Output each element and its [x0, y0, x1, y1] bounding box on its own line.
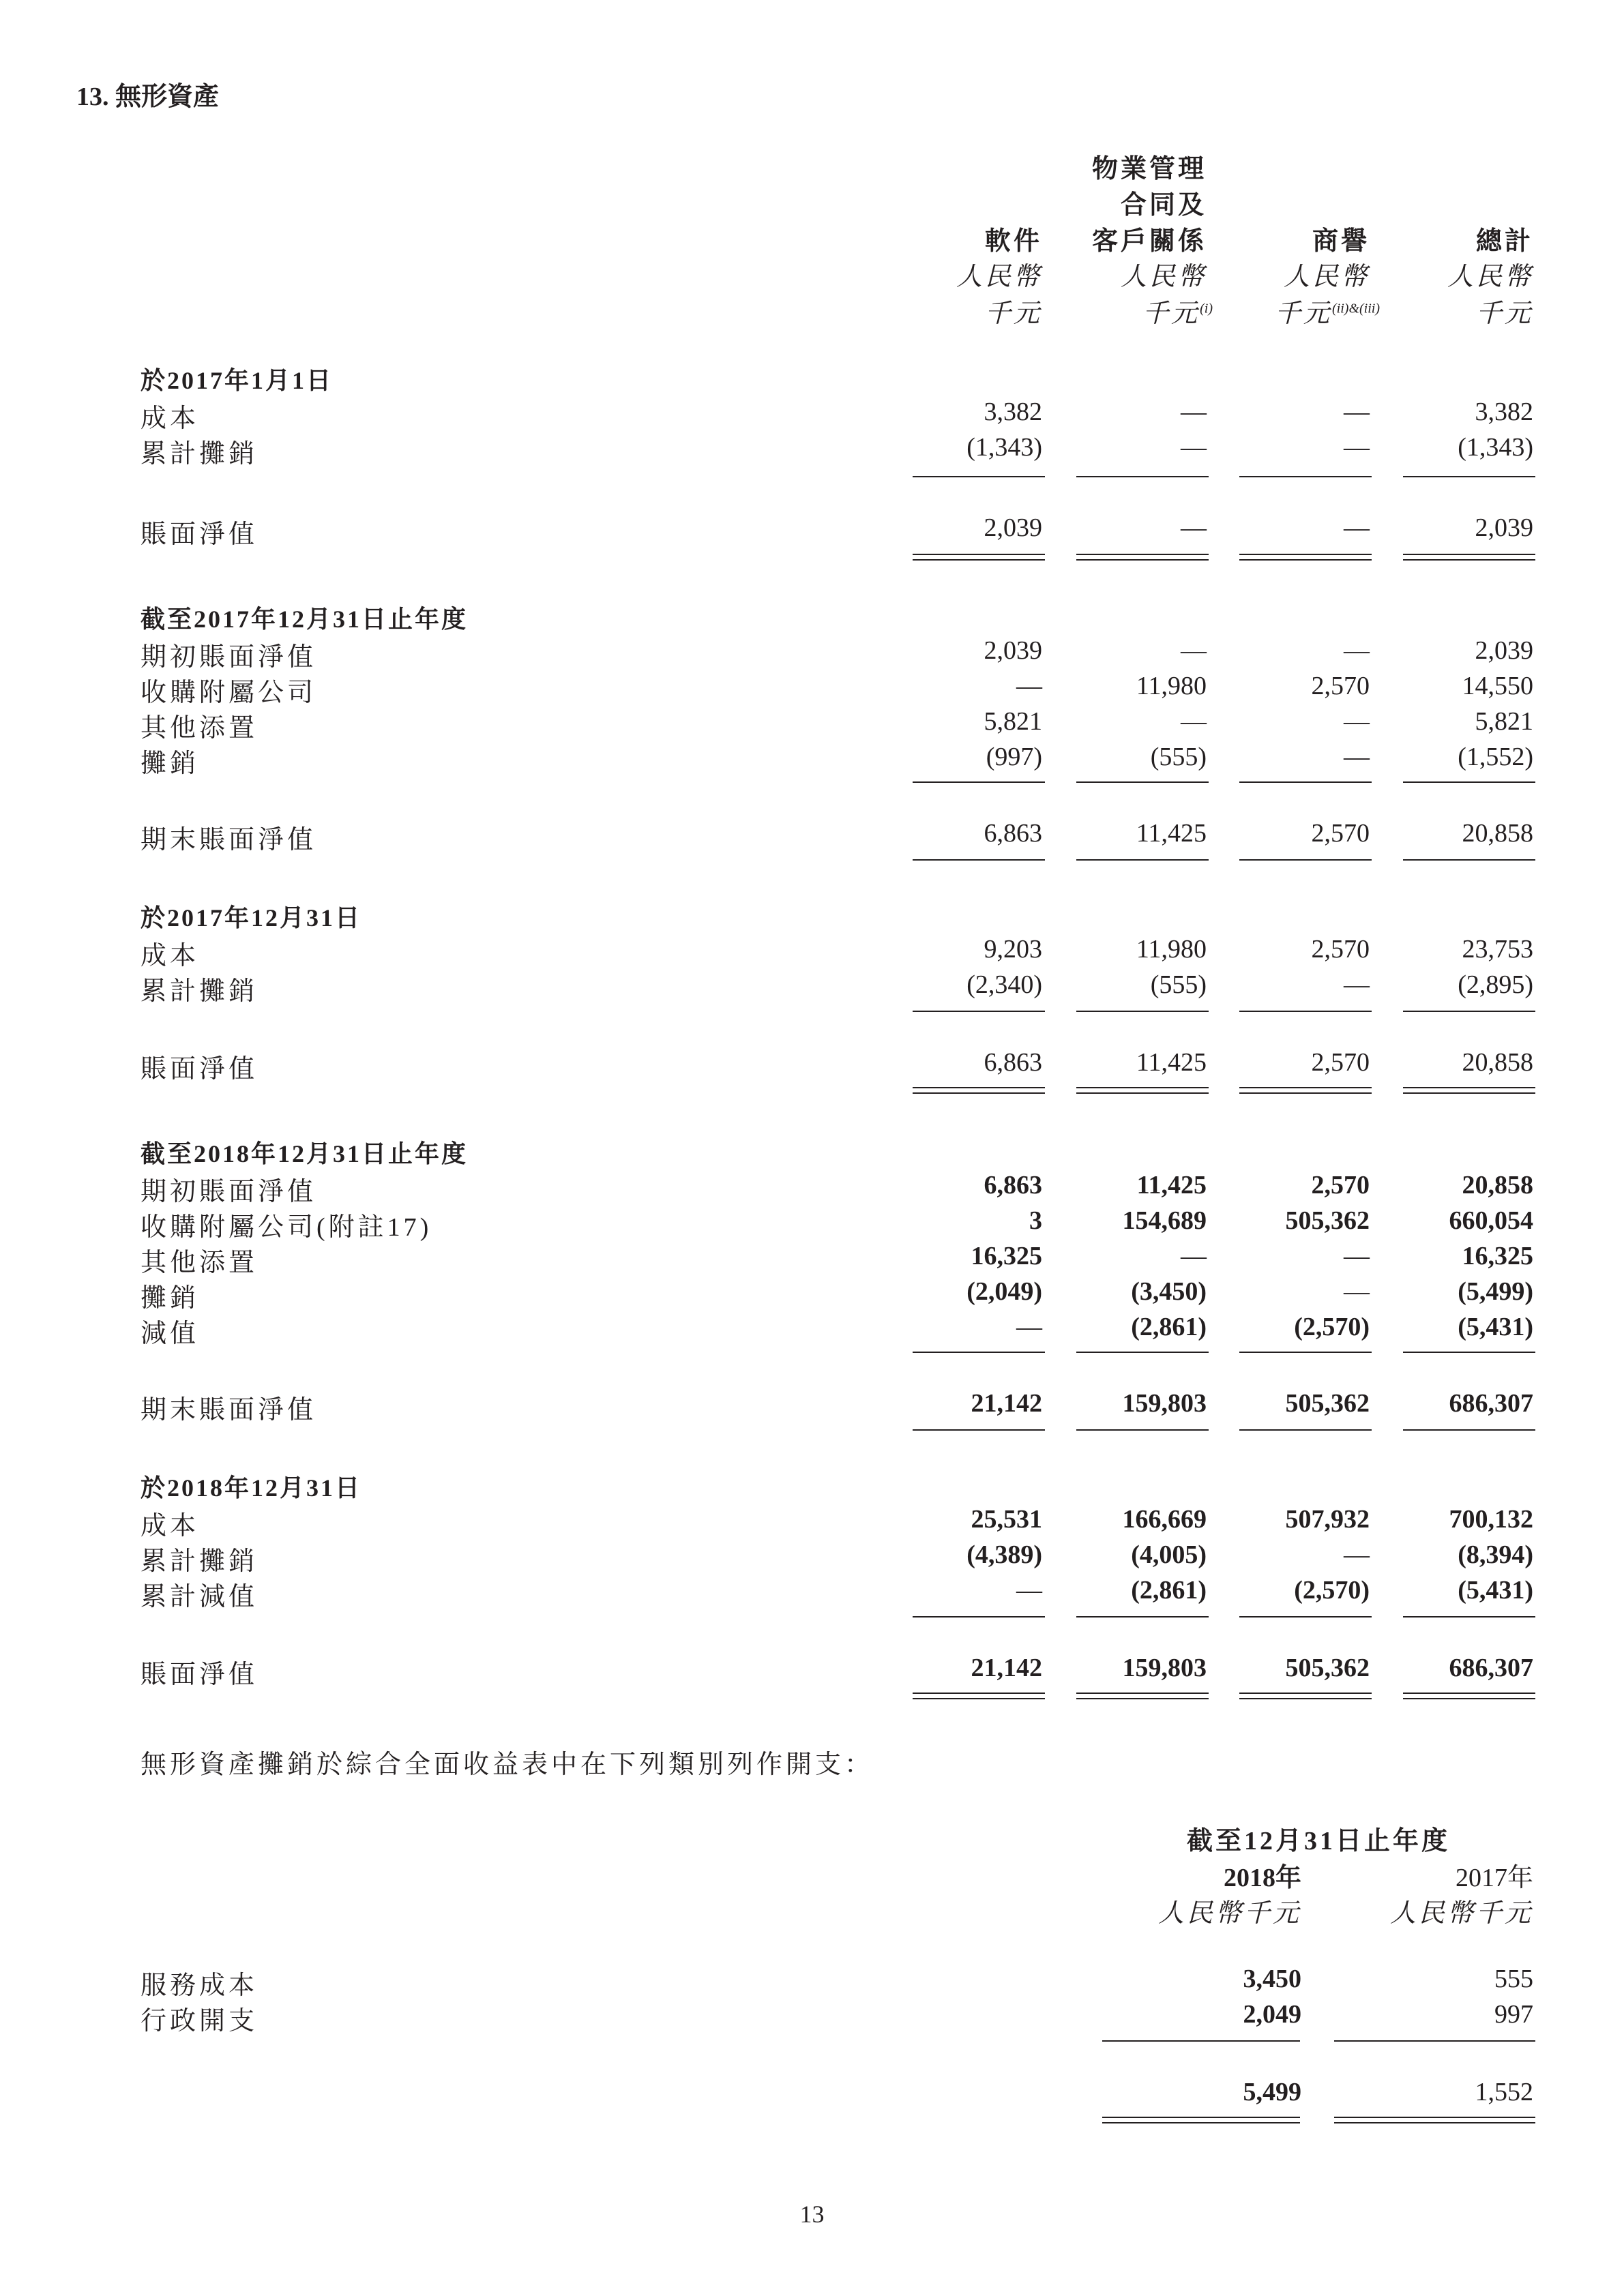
cell-total: 686,307: [1449, 1389, 1533, 1418]
page-number: 13: [799, 2201, 825, 2228]
expense-year-2018: 2018年: [1223, 1864, 1301, 1892]
cell-goodwill: 507,932: [1285, 1505, 1370, 1534]
subtotal-rule: [1239, 1011, 1372, 1012]
row-label: 減值: [141, 1320, 200, 1348]
cell-2017: 555: [1494, 1965, 1533, 1993]
row-label: 收購附屬公司: [141, 679, 317, 707]
subtotal-rule: [1076, 476, 1209, 477]
cell-contracts: (3,450): [1131, 1277, 1207, 1306]
note-ref: (ii)&(iii): [1332, 301, 1380, 316]
cell-contracts: (4,005): [1131, 1540, 1207, 1569]
cell-contracts: 11,425: [1136, 1048, 1207, 1077]
cell-goodwill: —: [1344, 970, 1370, 999]
subtotal-rule: [1076, 1352, 1209, 1353]
row-label: 成本: [141, 1512, 200, 1540]
total-double-rule: [1239, 554, 1372, 561]
cell-contracts: —: [1181, 513, 1207, 542]
cell-total: 20,858: [1462, 819, 1533, 848]
subtotal-rule: [913, 476, 1045, 477]
cell-goodwill: —: [1344, 433, 1370, 462]
section-heading: 於2017年12月31日: [141, 904, 362, 931]
cell-software: 9,203: [984, 935, 1042, 964]
cell-total: (1,343): [1458, 433, 1533, 462]
col-total-unit: 人民幣: [1447, 263, 1533, 291]
cell-total: 700,132: [1449, 1505, 1533, 1534]
row-label: 期末賬面淨值: [141, 1396, 317, 1425]
row-label: 成本: [141, 942, 200, 970]
subtotal-rule: [913, 1616, 1045, 1617]
cell-software: 21,142: [971, 1654, 1042, 1682]
cell-goodwill: —: [1344, 398, 1370, 426]
row-label: 賬面淨值: [141, 1660, 259, 1689]
cell-software: (2,340): [966, 970, 1042, 999]
cell-total: 686,307: [1449, 1654, 1533, 1682]
cell-total: 3,382: [1475, 398, 1533, 426]
row-label: 賬面淨值: [141, 1055, 259, 1084]
cell-software: (997): [986, 743, 1042, 771]
subtotal-rule: [1076, 1616, 1209, 1617]
cell-total: 5,821: [1475, 707, 1533, 736]
col-goodwill-unit2: 千元$^{(ii)\&(iii)}$: [1275, 299, 1380, 328]
col-software-unit: 人民幣: [956, 263, 1042, 291]
expense-unit-2017: 人民幣千元: [1389, 1899, 1533, 1928]
row-label: 累計攤銷: [141, 440, 259, 468]
expense-period-header: 截至12月31日止年度: [1187, 1827, 1451, 1855]
cell-software: 3: [1029, 1206, 1042, 1235]
expense-unit-2018: 人民幣千元: [1157, 1899, 1301, 1928]
row-label: 賬面淨值: [141, 520, 259, 549]
cell-goodwill: —: [1344, 1242, 1370, 1270]
cell-software: (2,049): [966, 1277, 1042, 1306]
cell-goodwill: 2,570: [1311, 819, 1370, 848]
total-rule: [1076, 1429, 1209, 1431]
cell-contracts: —: [1181, 636, 1207, 665]
total-double-rule: [1403, 1693, 1535, 1699]
cell-contracts: —: [1181, 1242, 1207, 1270]
cell-goodwill: (2,570): [1294, 1576, 1370, 1605]
total-rule: [1239, 859, 1372, 861]
cell-software: 2,039: [984, 636, 1042, 665]
cell-contracts: (2,861): [1131, 1313, 1207, 1341]
total-rule: [1076, 859, 1209, 861]
total-rule: [1403, 859, 1535, 861]
total-rule: [1239, 1429, 1372, 1431]
row-label: 其他添置: [141, 1249, 259, 1277]
row-label: 期末賬面淨值: [141, 826, 317, 854]
total-double-rule: [1403, 554, 1535, 561]
total-double-rule: [1076, 1693, 1209, 1699]
cell-contracts: 11,425: [1136, 1171, 1207, 1199]
expense-year-2017: 2017年: [1455, 1864, 1533, 1892]
cell-contracts: —: [1181, 707, 1207, 736]
total-double-rule: [1403, 1087, 1535, 1094]
cell-2017: 997: [1494, 2000, 1533, 2029]
total-double-rule: [913, 554, 1045, 561]
total-double-rule: [1102, 2117, 1300, 2123]
col-software-name: 軟件: [984, 227, 1042, 256]
total-2017: 1,552: [1475, 2078, 1533, 2106]
subtotal-rule: [1403, 1352, 1535, 1353]
col-total-name: 總計: [1475, 227, 1533, 256]
row-label: 成本: [141, 404, 200, 433]
subtotal-rule: [913, 781, 1045, 783]
cell-total: 2,039: [1475, 636, 1533, 665]
cell-total: 20,858: [1462, 1171, 1533, 1199]
subtotal-rule: [1403, 781, 1535, 783]
cell-goodwill: —: [1344, 1540, 1370, 1569]
cell-software: 5,821: [984, 707, 1042, 736]
total-double-rule: [913, 1087, 1045, 1094]
col-contracts-unit: 人民幣: [1120, 263, 1207, 291]
cell-goodwill: 2,570: [1311, 672, 1370, 700]
cell-total: (2,895): [1458, 970, 1533, 999]
row-label: 期初賬面淨值: [141, 1178, 317, 1206]
subtotal-rule: [913, 1011, 1045, 1012]
subtotal-rule: [1239, 1352, 1372, 1353]
cell-contracts: —: [1181, 398, 1207, 426]
cell-software: (4,389): [966, 1540, 1042, 1569]
col-total-unit2: 千元: [1475, 299, 1533, 328]
section-heading: 於2018年12月31日: [141, 1474, 362, 1502]
total-2018: 5,499: [1243, 2078, 1301, 2106]
cell-total: 16,325: [1462, 1242, 1533, 1270]
section-heading: 於2017年1月1日: [141, 367, 334, 394]
total-rule: [913, 1429, 1045, 1431]
cell-software: 21,142: [971, 1389, 1042, 1418]
cell-goodwill: 2,570: [1311, 1048, 1370, 1077]
note-ref: (i): [1200, 301, 1213, 316]
cell-contracts: 11,980: [1136, 935, 1207, 964]
total-double-rule: [913, 1693, 1045, 1699]
row-label: 期初賬面淨值: [141, 643, 317, 672]
cell-contracts: 159,803: [1122, 1654, 1207, 1682]
cell-software: 16,325: [971, 1242, 1042, 1270]
cell-goodwill: (2,570): [1294, 1313, 1370, 1341]
cell-total: (5,499): [1458, 1277, 1533, 1306]
section-heading: 截至2017年12月31日止年度: [141, 606, 469, 633]
cell-contracts: 166,669: [1122, 1505, 1207, 1534]
cell-total: 14,550: [1462, 672, 1533, 700]
total-double-rule: [1239, 1693, 1372, 1699]
col-software-unit2: 千元: [984, 299, 1042, 328]
row-label: 攤銷: [141, 749, 200, 778]
cell-contracts: 11,425: [1136, 819, 1207, 848]
cell-contracts: (555): [1150, 743, 1207, 771]
cell-contracts: 154,689: [1122, 1206, 1207, 1235]
subtotal-rule: [1239, 1616, 1372, 1617]
subtotal-rule: [1403, 1011, 1535, 1012]
total-double-rule: [1076, 554, 1209, 561]
cell-goodwill: —: [1344, 743, 1370, 771]
cell-goodwill: —: [1344, 636, 1370, 665]
cell-goodwill: 505,362: [1285, 1206, 1370, 1235]
section-heading: 截至2018年12月31日止年度: [141, 1140, 469, 1167]
subtotal-rule: [913, 1352, 1045, 1353]
cell-total: (1,552): [1458, 743, 1533, 771]
cell-software: 6,863: [984, 1048, 1042, 1077]
cell-software: 6,863: [984, 819, 1042, 848]
subtotal-rule: [1239, 781, 1372, 783]
cell-total: 23,753: [1462, 935, 1533, 964]
subtotal-rule: [1076, 781, 1209, 783]
cell-software: —: [1016, 672, 1042, 700]
col-contracts-name-line2: 合同及: [1120, 191, 1207, 220]
cell-software: 3,382: [984, 398, 1042, 426]
page-title: 13. 無形資產: [76, 83, 220, 111]
cell-software: 25,531: [971, 1505, 1042, 1534]
cell-goodwill: 505,362: [1285, 1654, 1370, 1682]
cell-total: 2,039: [1475, 513, 1533, 542]
cell-contracts: 159,803: [1122, 1389, 1207, 1418]
total-rule: [1403, 1429, 1535, 1431]
row-label: 行政開支: [141, 2007, 259, 2036]
total-double-rule: [1334, 2117, 1535, 2123]
total-double-rule: [1076, 1087, 1209, 1094]
expense-intro-text: 無形資產攤銷於綜合全面收益表中在下列類別列作開支：: [141, 1750, 874, 1779]
subtotal-rule: [1403, 1616, 1535, 1617]
cell-software: —: [1016, 1576, 1042, 1605]
col-goodwill-name: 商譽: [1312, 227, 1370, 256]
subtotal-rule: [1076, 1011, 1209, 1012]
row-label: 累計減值: [141, 1583, 259, 1611]
cell-software: 6,863: [984, 1171, 1042, 1199]
col-contracts-unit2: 千元$^{(i)}$: [1142, 299, 1213, 328]
cell-contracts: (555): [1150, 970, 1207, 999]
cell-goodwill: 505,362: [1285, 1389, 1370, 1418]
cell-software: —: [1016, 1313, 1042, 1341]
cell-contracts: 11,980: [1136, 672, 1207, 700]
row-label: 攤銷: [141, 1284, 200, 1313]
total-rule: [913, 859, 1045, 861]
row-label: 累計攤銷: [141, 977, 259, 1006]
col-goodwill-unit: 人民幣: [1283, 263, 1370, 291]
cell-software: 2,039: [984, 513, 1042, 542]
cell-total: (5,431): [1458, 1576, 1533, 1605]
cell-total: (5,431): [1458, 1313, 1533, 1341]
cell-goodwill: 2,570: [1311, 1171, 1370, 1199]
row-label: 其他添置: [141, 714, 259, 743]
cell-2018: 2,049: [1243, 2000, 1301, 2029]
row-label: 累計攤銷: [141, 1547, 259, 1576]
cell-contracts: —: [1181, 433, 1207, 462]
total-double-rule: [1239, 1087, 1372, 1094]
cell-goodwill: —: [1344, 1277, 1370, 1306]
col-contracts-name-line1: 物業管理: [1091, 155, 1207, 183]
cell-goodwill: —: [1344, 707, 1370, 736]
cell-total: 20,858: [1462, 1048, 1533, 1077]
col-contracts-name-line3: 客戶關係: [1091, 227, 1207, 256]
subtotal-rule: [1102, 2040, 1300, 2042]
cell-2018: 3,450: [1243, 1965, 1301, 1993]
cell-software: (1,343): [966, 433, 1042, 462]
subtotal-rule: [1239, 476, 1372, 477]
cell-total: (8,394): [1458, 1540, 1533, 1569]
cell-total: 660,054: [1449, 1206, 1533, 1235]
subtotal-rule: [1403, 476, 1535, 477]
cell-contracts: (2,861): [1131, 1576, 1207, 1605]
subtotal-rule: [1334, 2040, 1535, 2042]
cell-goodwill: —: [1344, 513, 1370, 542]
row-label: 服務成本: [141, 1971, 259, 2000]
row-label: 收購附屬公司(附註17): [141, 1213, 432, 1242]
cell-goodwill: 2,570: [1311, 935, 1370, 964]
